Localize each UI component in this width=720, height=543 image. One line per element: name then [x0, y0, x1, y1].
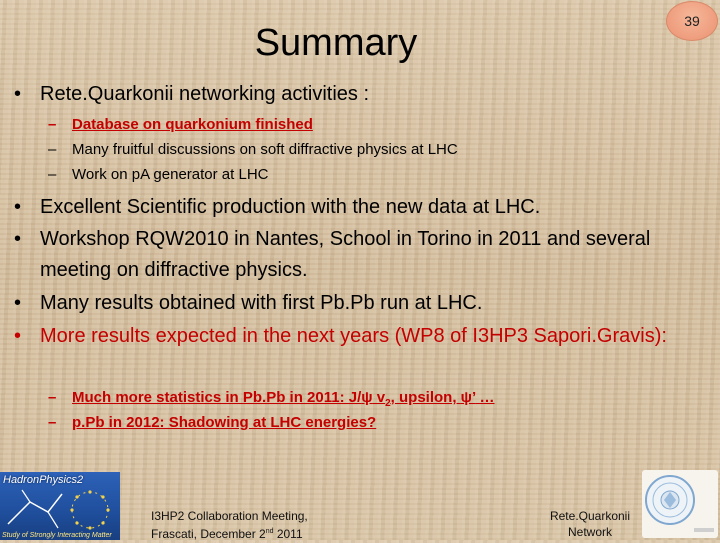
footer-network-line1: Rete.Quarkonii — [549, 509, 631, 523]
dash-marker: – — [48, 166, 57, 183]
bullet-text: Workshop RQW2010 in Nantes, School in Torino in 2011 and several meeting on diffractive physics. — [40, 228, 651, 281]
bullet-text: Many results obtained with first Pb.Pb run at LHC. — [40, 292, 483, 314]
slide-number: 39 — [684, 13, 700, 29]
bullet-text: Rete.Quarkonii networking activities : — [40, 83, 370, 105]
footer-date-sup: nd — [265, 528, 274, 535]
bullet-marker: • — [14, 83, 22, 105]
bullet-marker: • — [14, 228, 22, 250]
bullet-text: More results expected in the next years (WP8 of I3HP3 Sapori.Gravis): — [40, 325, 667, 347]
stats-mid: , upsilon, — [390, 389, 461, 406]
psi-prime-symbol: ψ’ — [460, 389, 476, 406]
dash-marker: – — [48, 389, 57, 406]
subbullet-text — [48, 388, 688, 414]
subbullet-generator — [48, 165, 688, 185]
bullet-future-results — [14, 321, 704, 352]
slide-title: Summary — [254, 22, 418, 64]
slide-number-badge — [666, 1, 718, 41]
subbullet-text: Work on pA generator at LHC — [72, 166, 269, 183]
footer-meeting-line2 — [151, 524, 308, 542]
bullet-networking — [14, 79, 704, 110]
subbullet-statistics — [48, 388, 688, 414]
subbullet-text: Database on quarkonium finished — [72, 116, 313, 133]
subbullet-database — [48, 115, 688, 135]
bullet-results — [14, 288, 704, 319]
v-subscript: 2 — [385, 398, 391, 409]
dash-marker: – — [48, 116, 57, 133]
v-symbol: v — [372, 389, 386, 406]
logo-tagline: Study of Strongly Interacting Matter — [2, 532, 112, 539]
logo-graphic-icon — [0, 472, 120, 540]
footer-date-prefix: Frascati, December 2 — [151, 527, 266, 541]
bullet-workshop — [14, 224, 704, 286]
subbullet-discussions — [48, 140, 688, 160]
bullet-production — [14, 192, 704, 223]
psi-symbol: ψ — [361, 389, 373, 406]
bullet-marker: • — [14, 325, 22, 347]
stats-end: … — [475, 389, 495, 406]
subbullet-text: p.Pb in 2012: Shadowing at LHC energies? — [72, 414, 377, 431]
bullet-marker: • — [14, 292, 22, 314]
footer-date-suffix: 2011 — [273, 527, 303, 541]
footer-meeting-line1: I3HP2 Collaboration Meeting, — [151, 509, 308, 523]
dash-marker: – — [48, 414, 57, 431]
footer-network — [545, 508, 635, 540]
seal-icon — [642, 470, 718, 538]
institution-seal — [642, 470, 718, 538]
bullet-text: Excellent Scientific production with the new data at LHC. — [40, 196, 541, 218]
subbullet-ppb — [48, 413, 688, 433]
logo-title: HadronPhysics2 — [3, 474, 84, 486]
footer-network-line2: Network — [567, 525, 612, 539]
hadronphysics2-logo — [0, 472, 120, 540]
stats-prefix: Much more statistics in Pb.Pb in 2011: J/ — [72, 389, 362, 406]
subbullet-text: Many fruitful discussions on soft diffractive physics at LHC — [72, 141, 458, 158]
bullet-marker: • — [14, 196, 22, 218]
footer-meeting — [151, 508, 308, 542]
dash-marker: – — [48, 141, 57, 158]
